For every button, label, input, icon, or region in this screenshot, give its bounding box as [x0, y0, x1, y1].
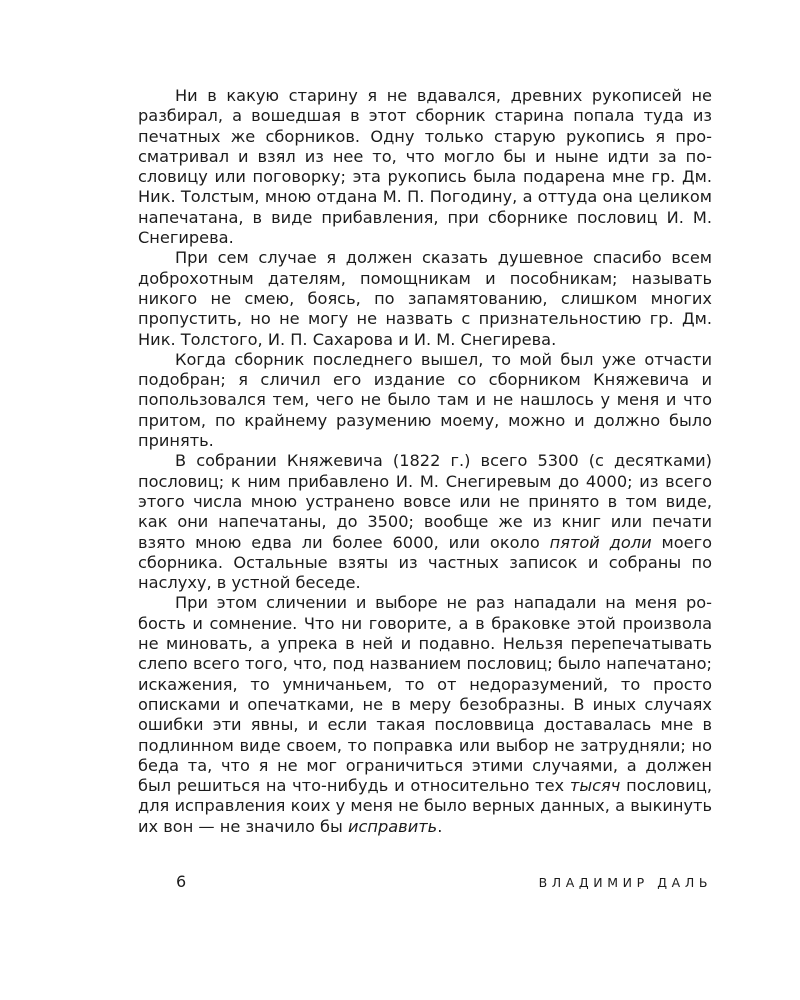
italic-text-run: исправить: [347, 816, 438, 836]
page-number: 6: [176, 872, 187, 891]
text-run: При сем случае я должен сказать душевное спасибо всем доброхотным дателям, помощникам и пособникам; называть никого не смею, боясь, по запамятованию, слишком многих пропустить, но не могу не назвать с признательностию гр. Дм. Ник. Толстого, И. П. Сахарова и И. М. Снегирева.: [138, 248, 712, 349]
running-head-author: ВЛАДИМИР ДАЛЬ: [538, 875, 712, 890]
text-run: Ни в какую старину я не вдавался, древних рукописей не разбирал, а вошедшая в этот сборник старина попала туда из печатных же сборников. Одну только старую рукопись я просматривал и взял из нее то, что могло бы и ныне идти за пословицу или поговорку; эта рукопись была подарена мне гр. Дм. Ник. Толстым, мною отдана М. П. Погодину, а оттуда она целиком напечатана, в виде прибавления, при сборнике пословиц И. М. Снегирева.: [138, 86, 712, 248]
body-text: [138, 86, 712, 837]
italic-text-run: тысяч: [569, 776, 621, 796]
text-run: .: [437, 816, 443, 836]
text-run: При этом сличении и выборе не раз нападали на меня робость и сомнение. Что ни говорите, а в браковке этой произвола не миновать, а упрека в ней и подавно. Нельзя перепечатывать слепо всего того, что, под названием пословиц; было напечатано; искажения, то умничаньем, то от недоразумений, то просто описками и опечатками, не в меру безобразны. В иных случаях ошибки эти явны, и если такая пословвица доставалась мне в подлинном виде своем, то поправка или выбор не затрудняли; но беда та, что я не мог ограничиться этими случаями, а должен был решиться на что-нибудь и относительно тех: [138, 593, 712, 796]
text-run: В собрании Княжевича (1822 г.) всего 5300 (с десятками) пословиц; к ним прибавлено И. М. Снегиревым до 4000; из всего этого числа мною устранено вовсе или не принято в том виде, как они напечатаны, до 3500; вообще же из книг или печати взято мною едва ли более 6000, или около: [138, 451, 712, 552]
text-run: моего сборника. Остальные взяты из частных записок и собраны по наслуху, в устной беседе.: [138, 532, 712, 593]
text-run: Когда сборник последнего вышел, то мой был уже отчасти подобран; я сличил его издание со сборником Княжевича и попользовался тем, чего не было там и не нашлось у меня и что притом, по крайнему разумению моему, можно и должно было принять.: [138, 349, 712, 451]
paragraph: [138, 593, 712, 837]
text-run: пословиц, для исправления коих у меня не было верных данных, а выкинуть их вон — не значило бы: [138, 776, 712, 836]
paragraph: [138, 86, 712, 248]
paragraph: [138, 451, 712, 593]
paragraph: [138, 350, 712, 451]
italic-text-run: пятой доли: [549, 532, 652, 552]
paragraph: [138, 248, 712, 349]
